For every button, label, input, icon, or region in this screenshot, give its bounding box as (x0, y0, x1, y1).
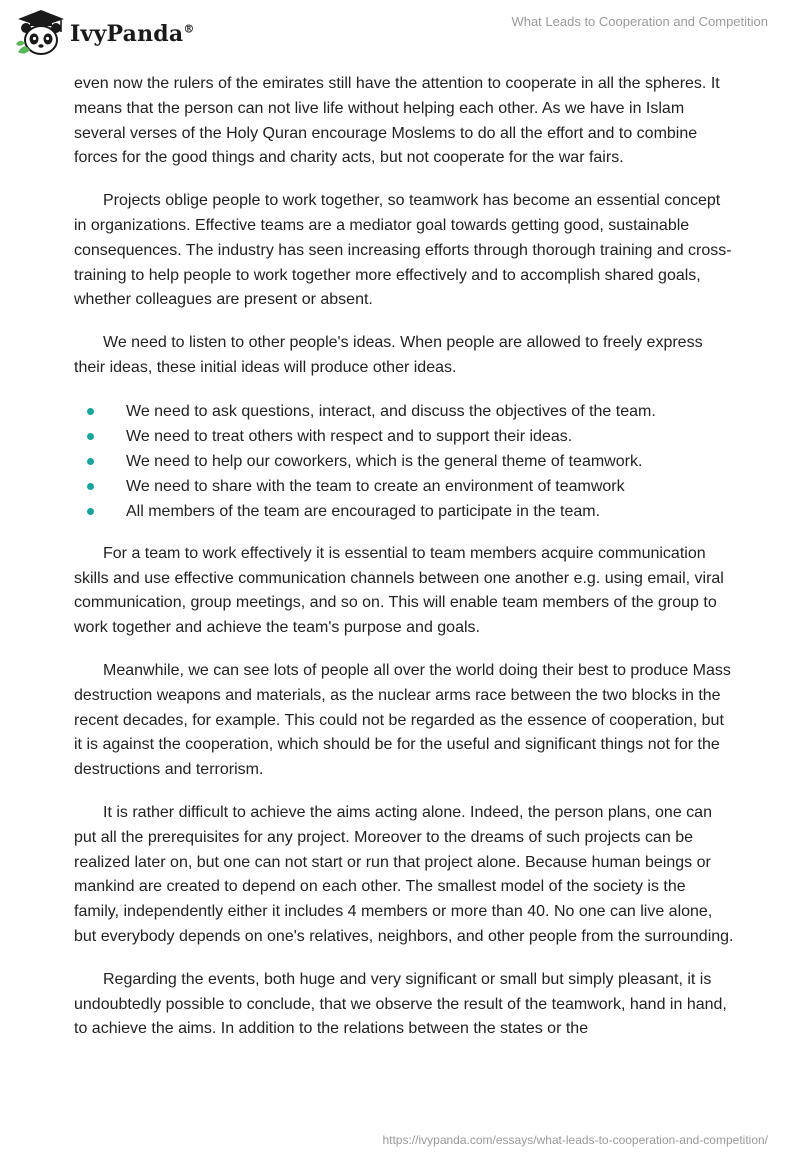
paragraph-communication: For a team to work effectively it is essential to team members acquire communication skills and use effective communication channels between one another e.g. using email, viral communication, group meetings, and so on. This will enable team members of the group to work together and achieve the team's purpose and goals. (74, 544, 724, 637)
essay-body (74, 72, 734, 1060)
bullet-dot-icon (87, 408, 94, 415)
paragraph-listen-ideas: We need to listen to other people's ideas. When people are allowed to freely express their ideas, these initial ideas will produce other ideas. (74, 334, 703, 376)
bullet-dot-icon (87, 458, 94, 465)
page-header (0, 0, 800, 70)
paragraph-weapons: Meanwhile, we can see lots of people all over the world doing their best to produce Mass destruction weapons and materials, as the nuclear arms race between the two blocks in the recent decades, for example. This could not be regarded as the essence of cooperation, but it is against the cooperation, which should be for the useful and significant things not for the destructions and terrorism. (74, 661, 731, 779)
paragraph-teamwork-concept: Projects oblige people to work together, so teamwork has become an essential concept in organizations. Effective teams are a mediator goal towards getting good, sustainable consequences. The industry has seen increasing efforts through thorough training and cross-training to help people to work together more effectively and to accomplish shared goals, whether colleagues are present or absent. (74, 192, 732, 309)
bullet-dot-icon (87, 433, 94, 440)
list-item: We need to help our coworkers, which is the general theme of teamwork. (74, 449, 734, 474)
teamwork-bullet-list (74, 399, 734, 524)
paragraph-events: Regarding the events, both huge and very significant or small but simply pleasant, it is undoubtedly possible to conclude, that we observe the result of the teamwork, hand in hand, to achieve the aims. In addition to the relations between the states or the (74, 970, 727, 1038)
paragraph-continuation: even now the rulers of the emirates still have the attention to cooperate in all the spheres. It means that the person can not live life without helping each other. As we have in Islam several verses of the Holy Quran encourage Moslems to do all the effort and to combine forces for the good things and charity acts, but not cooperate for the war fairs. (74, 75, 720, 167)
source-url-link[interactable]: https://ivypanda.com/essays/what-leads-to-cooperation-and-competition/ (382, 1133, 768, 1147)
bullet-dot-icon (87, 483, 94, 490)
list-item: We need to share with the team to create an environment of teamwork (74, 474, 734, 499)
bullet-dot-icon (87, 508, 94, 515)
logo-wordmark: IvyPanda® (70, 21, 195, 47)
document-title: What Leads to Cooperation and Competition (511, 14, 768, 29)
list-item: We need to ask questions, interact, and discuss the objectives of the team. (74, 399, 734, 424)
list-item: We need to treat others with respect and to support their ideas. (74, 424, 734, 449)
ivypanda-logo[interactable] (14, 8, 214, 60)
paragraph-acting-alone: It is rather difficult to achieve the aims acting alone. Indeed, the person plans, one can put all the prerequisites for any project. Moreover to the dreams of such projects can be realized later on, but one can not start or run that project alone. Because human beings or mankind are created to depend on each other. The smallest model of the society is the family, independently either it includes 4 members or more than 40. No one can live alone, but everybody depends on one's relatives, neighbors, and other people from the surrounding. (74, 803, 734, 945)
panda-graduate-icon (14, 8, 68, 60)
list-item: All members of the team are encouraged to participate in the team. (74, 499, 734, 524)
